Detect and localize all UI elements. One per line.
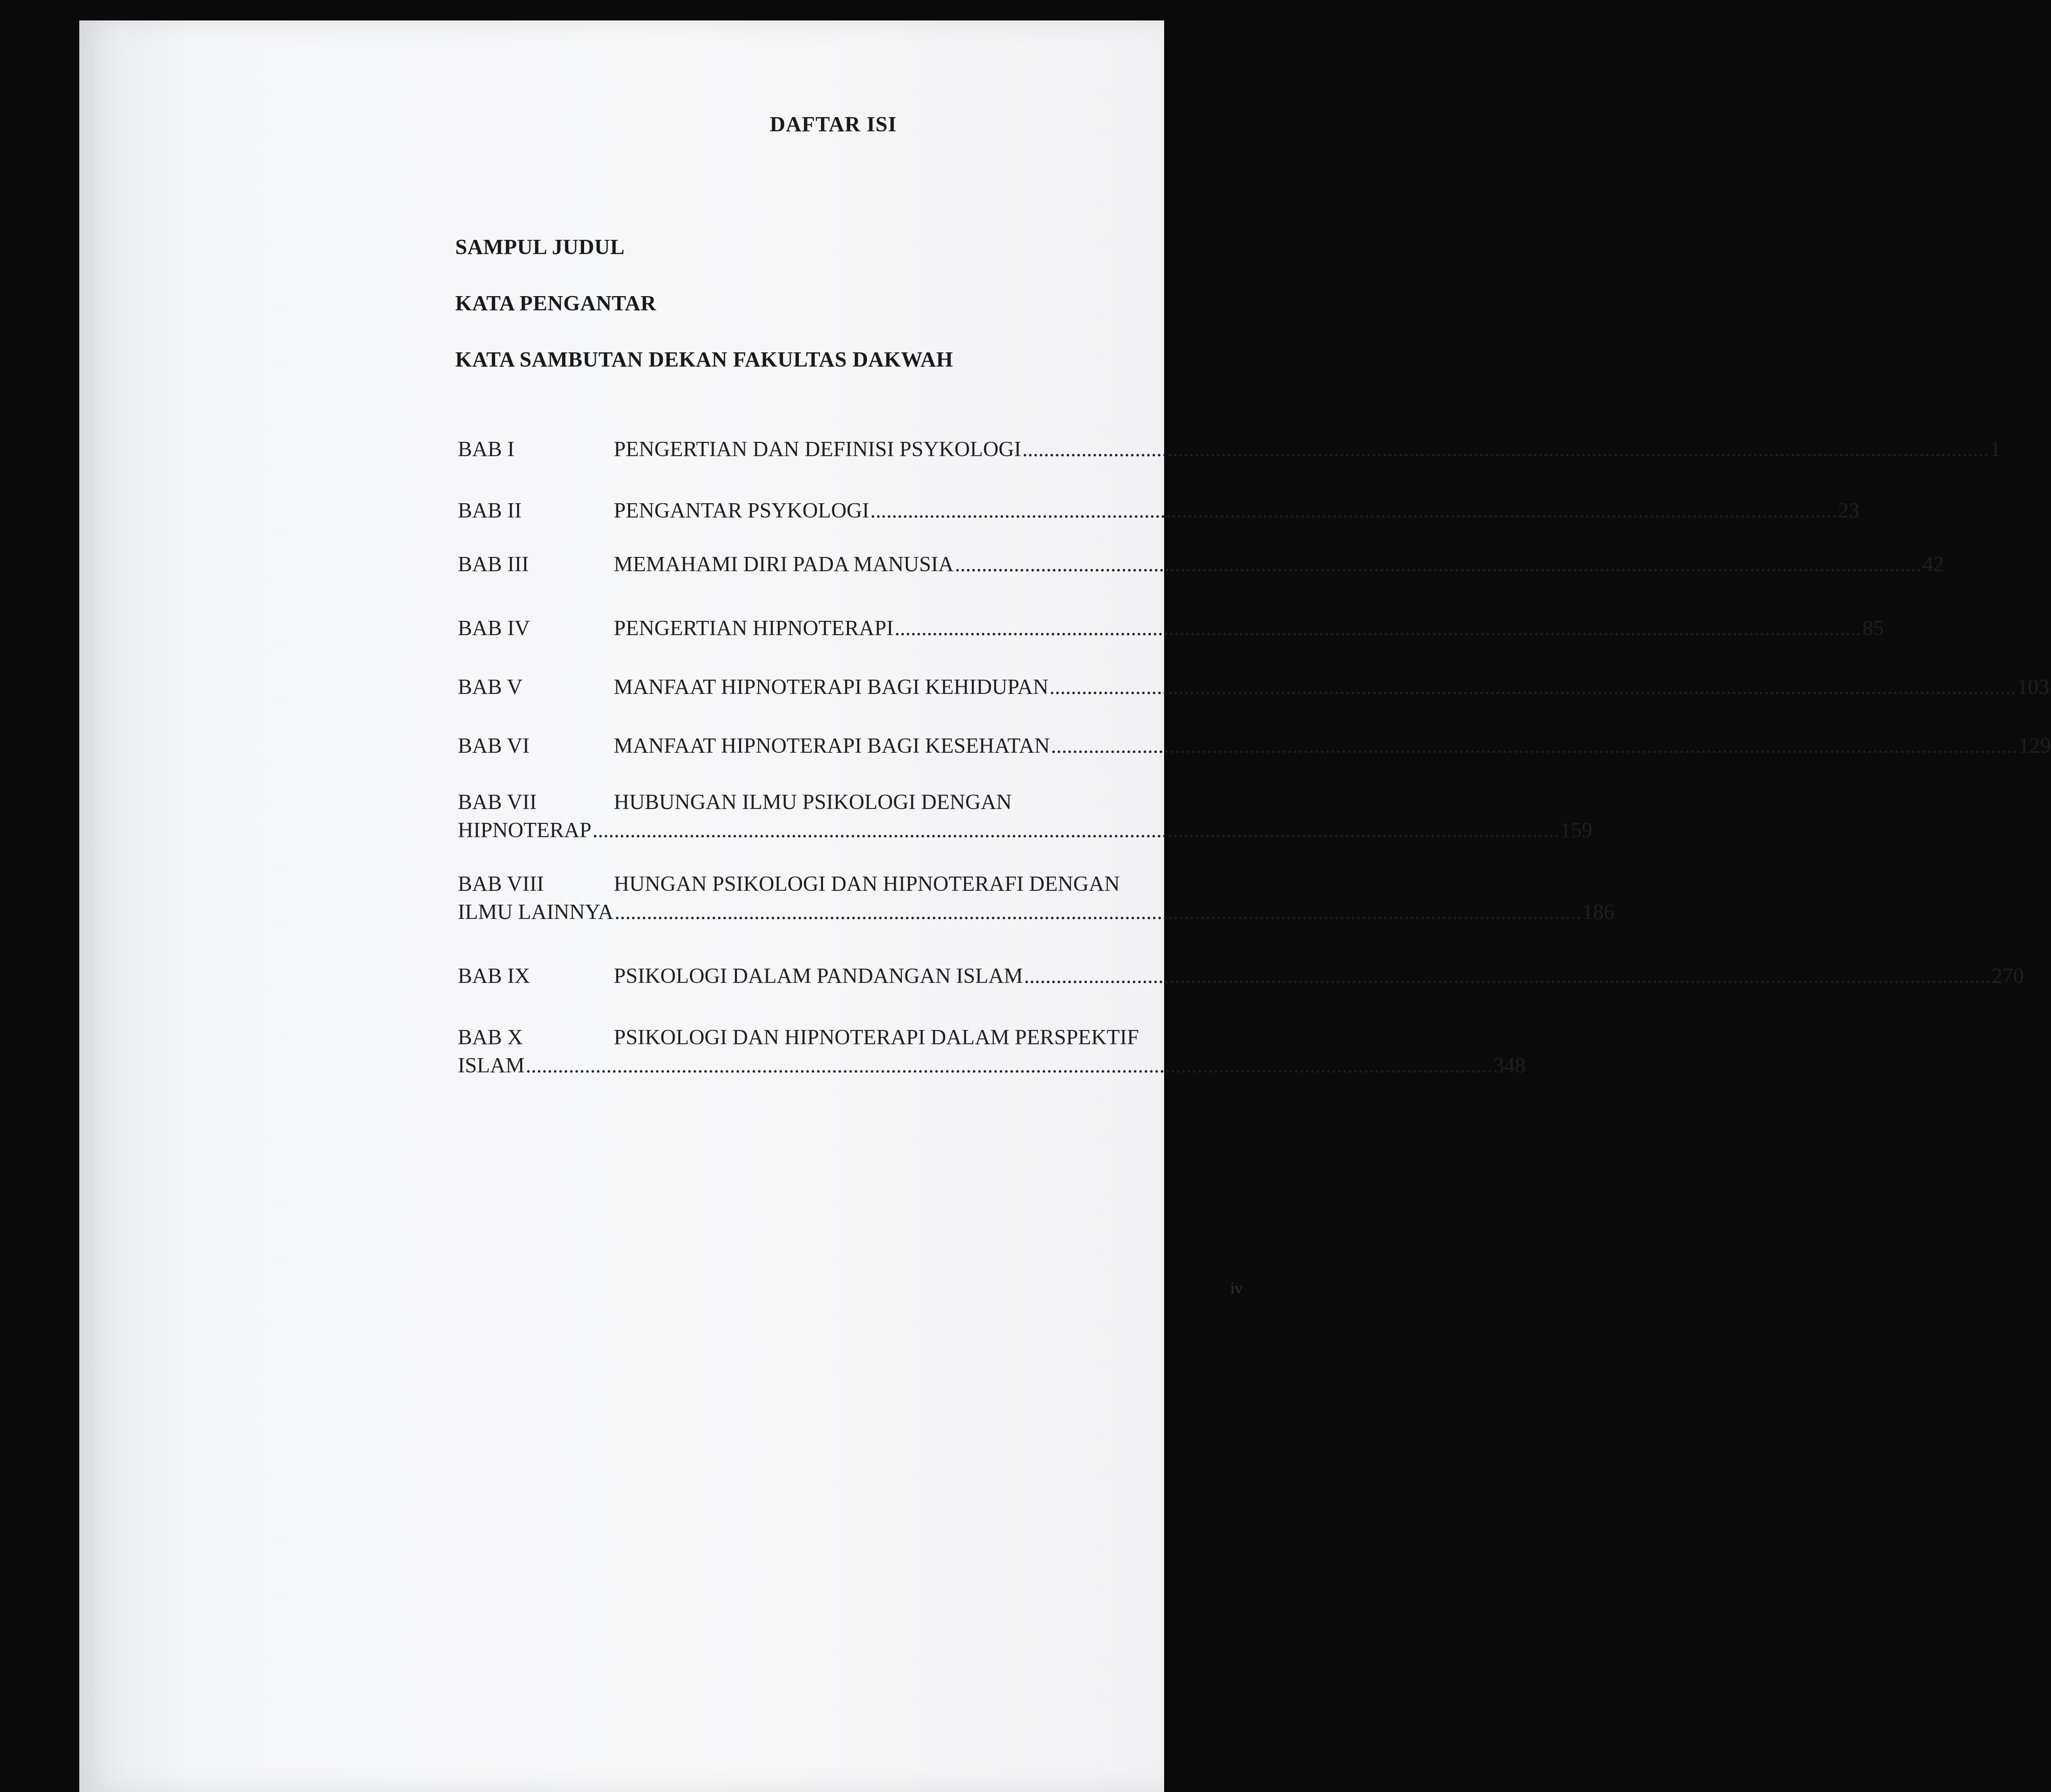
front-matter-kata-pengantar: KATA PENGANTAR	[455, 292, 657, 316]
chapter-title: PSIKOLOGI DAN HIPNOTERAPI DALAM PERSPEKTIF	[614, 1026, 1139, 1049]
toc-row-bab-7	[458, 790, 1593, 846]
chapter-number: BAB X	[458, 1026, 523, 1049]
front-matter-sampul-judul: SAMPUL JUDUL	[455, 236, 625, 259]
chapter-number: BAB VII	[458, 791, 537, 814]
chapter-title-continuation: ILMU LAINNYA	[458, 901, 614, 924]
leader-dots	[1022, 437, 1989, 462]
page-number: iv	[1230, 1279, 1243, 1297]
chapter-number: BAB VI	[458, 734, 530, 758]
chapter-page: 129	[2018, 734, 2051, 758]
chapter-number: BAB III	[458, 553, 529, 576]
chapter-page: 23	[1838, 499, 1860, 523]
chapter-title: HUBUNGAN ILMU PSIKOLOGI DENGAN	[614, 791, 1012, 814]
leader-dots	[526, 1054, 1492, 1078]
leader-dots	[1024, 964, 1991, 989]
chapter-page: 159	[1560, 819, 1593, 842]
chapter-title-continuation: ISLAM	[458, 1054, 525, 1078]
chapter-page: 348	[1493, 1054, 1526, 1078]
chapter-title: MANFAAT HIPNOTERAPI BAGI KESEHATAN	[614, 734, 1050, 758]
toc-row-bab-10	[458, 1025, 1526, 1082]
leader-dots	[871, 499, 1837, 523]
chapter-number: BAB VIII	[458, 872, 544, 896]
chapter-title: MANFAAT HIPNOTERAPI BAGI KEHIDUPAN	[614, 676, 1049, 699]
leader-dots	[955, 552, 1922, 577]
chapter-number: BAB IX	[458, 965, 530, 988]
leader-dots	[614, 900, 1581, 925]
chapter-title-continuation: HIPNOTERAP	[458, 819, 592, 842]
chapter-page: 186	[1582, 901, 1615, 924]
chapter-title: PENGERTIAN DAN DEFINISI PSYKOLOGI	[614, 438, 1021, 461]
leader-dots	[1050, 675, 2016, 700]
leader-dots	[592, 818, 1559, 843]
toc-row-bab-8	[458, 872, 1615, 928]
chapter-title: PENGERTIAN HIPNOTERAPI	[614, 617, 894, 640]
leader-dots	[1051, 734, 2018, 758]
chapter-page: 103	[2017, 676, 2049, 699]
front-matter-kata-sambutan: KATA SAMBUTAN DEKAN FAKULTAS DAKWAH	[455, 348, 953, 372]
document-page	[79, 20, 2051, 1792]
chapter-page: 1	[1990, 438, 2001, 461]
leader-dots	[895, 616, 1861, 641]
chapter-number: BAB IV	[458, 617, 530, 640]
page-title: DAFTAR ISI	[770, 113, 897, 137]
chapter-page: 85	[1862, 617, 1884, 640]
chapter-title: PSIKOLOGI DALAM PANDANGAN ISLAM	[614, 965, 1023, 988]
chapter-number: BAB II	[458, 499, 522, 523]
chapter-number: BAB V	[458, 676, 523, 699]
chapter-page: 270	[1992, 965, 2024, 988]
chapter-title: PENGANTAR PSYKOLOGI	[614, 499, 870, 523]
chapter-title: MEMAHAMI DIRI PADA MANUSIA	[614, 553, 954, 576]
chapter-title: HUNGAN PSIKOLOGI DAN HIPNOTERAFI DENGAN	[614, 872, 1120, 896]
chapter-number: BAB I	[458, 438, 515, 461]
chapter-page: 42	[1922, 553, 1944, 576]
